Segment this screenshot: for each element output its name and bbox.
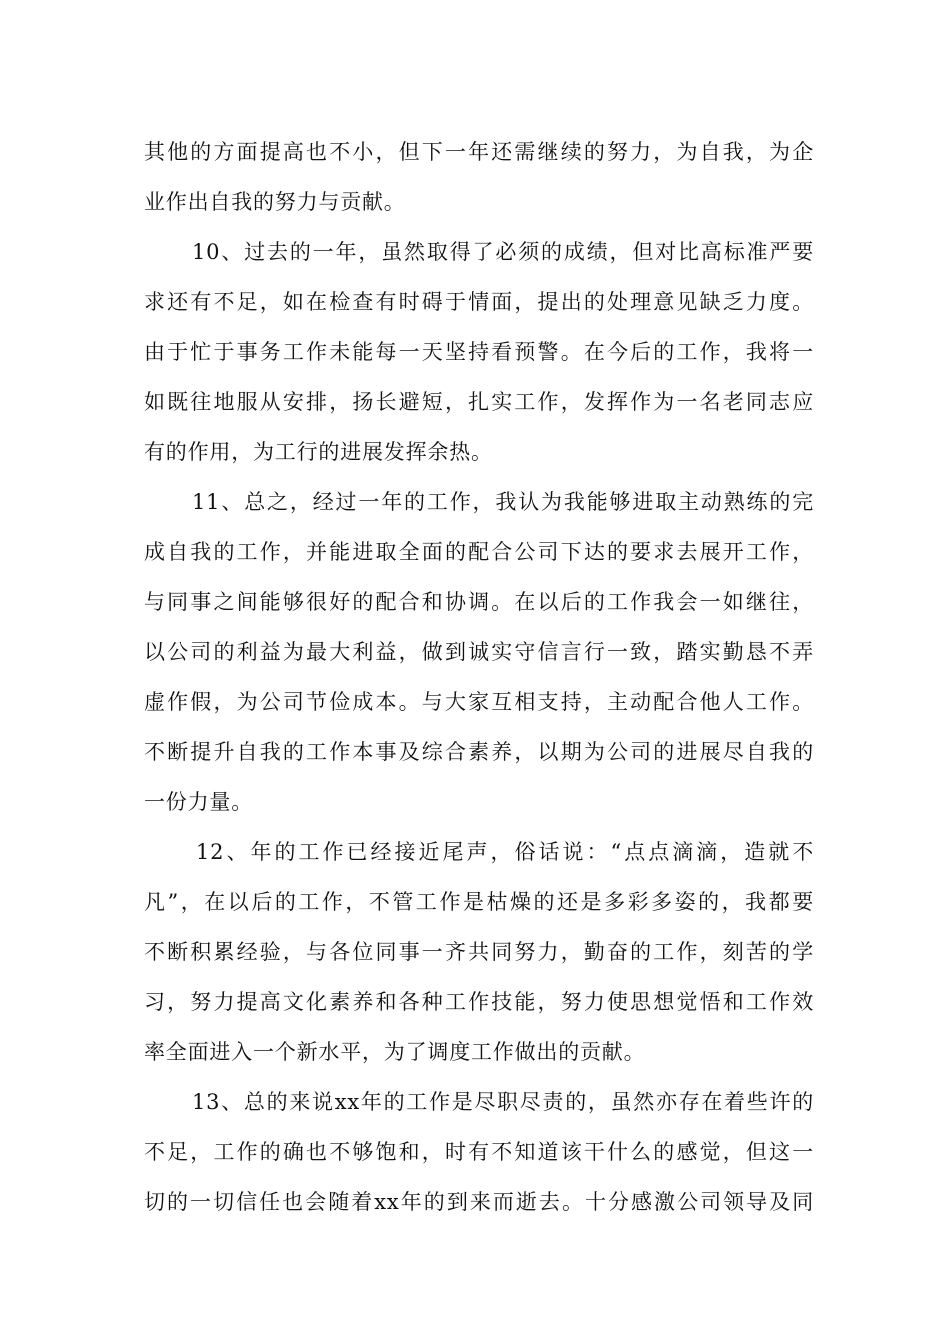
text-line: 不断提升自我的工作本事及综合素养，以期为公司的进展尽自我的	[144, 740, 814, 764]
text-line: 一份力量。	[144, 790, 253, 814]
paragraph-13-start: 13、总的来说xx年的工作是尽职尽责的，虽然亦存在着些许的	[192, 1090, 814, 1114]
paragraph-10-start: 10、过去的一年，虽然取得了必须的成绩，但对比高标准严要	[192, 240, 814, 264]
text-line: 习，努力提高文化素养和各种工作技能，努力使思想觉悟和工作效	[144, 990, 814, 1014]
text-line: 与同事之间能够很好的配合和协调。在以后的工作我会一如继往，	[144, 590, 814, 614]
text-line: 不断积累经验，与各位同事一齐共同努力，勤奋的工作，刻苦的学	[144, 940, 814, 964]
paragraph-12-start: 12、年的工作已经接近尾声，俗话说：“点点滴滴，造就不	[196, 840, 814, 864]
text-line: 有的作用，为工行的进展发挥余热。	[144, 440, 493, 464]
text-line: 业作出自我的努力与贡献。	[144, 190, 406, 214]
text-line: 凡”，在以后的工作，不管工作是枯燥的还是多彩多姿的，我都要	[144, 890, 814, 914]
text-line: 不足，工作的确也不够饱和，时有不知道该干什么的感觉，但这一	[144, 1140, 814, 1164]
paragraph-11-start: 11、总之，经过一年的工作，我认为我能够进取主动熟练的完	[192, 490, 814, 514]
text-line: 以公司的利益为最大利益，做到诚实守信言行一致，踏实勤恳不弄	[144, 640, 814, 664]
text-line: 求还有不足，如在检查有时碍于情面，提出的处理意见缺乏力度。	[144, 290, 814, 314]
text-line: 其他的方面提高也不小，但下一年还需继续的努力，为自我，为企	[144, 140, 814, 164]
text-line: 成自我的工作，并能进取全面的配合公司下达的要求去展开工作，	[144, 540, 814, 564]
text-line: 率全面进入一个新水平，为了调度工作做出的贡献。	[144, 1040, 646, 1064]
text-line: 切的一切信任也会随着xx年的到来而逝去。十分感激公司领导及同	[144, 1190, 814, 1214]
text-line: 由于忙于事务工作未能每一天坚持看预警。在今后的工作，我将一	[144, 340, 814, 364]
text-line: 虚作假，为公司节俭成本。与大家互相支持，主动配合他人工作。	[144, 690, 814, 714]
text-line: 如既往地服从安排，扬长避短，扎实工作，发挥作为一名老同志应	[144, 390, 814, 414]
